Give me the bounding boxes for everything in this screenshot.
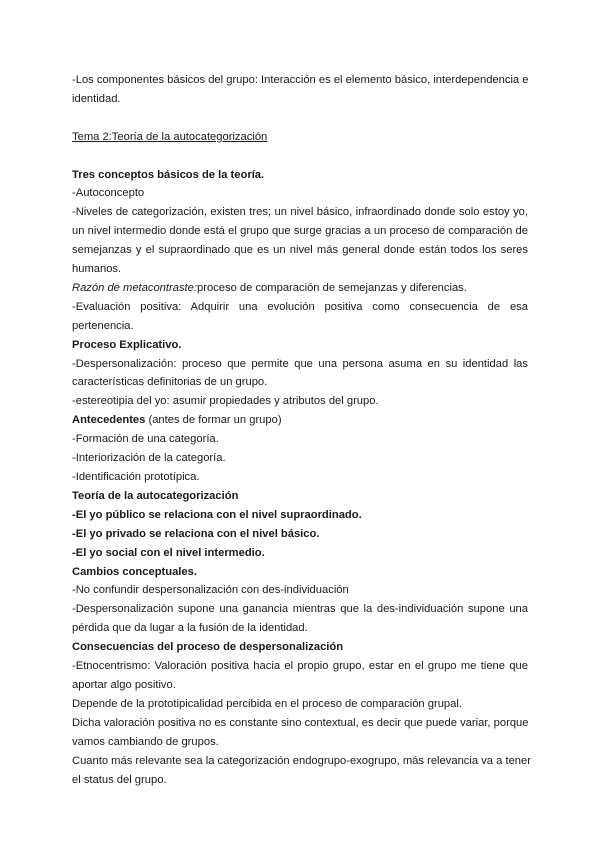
- list-item: -estereotipia del yo: asumir propiedades y atributos del grupo.: [72, 395, 379, 408]
- section-heading-note: (antes de formar un grupo): [145, 414, 282, 427]
- paragraph-line: -Etnocentrismo: Valoración positiva hacia el propio grupo, estar en el grupo me tiene que: [72, 660, 528, 673]
- paragraph-line: Dicha valoración positiva no es constante sino contextual, es decir que puede variar, porque: [72, 716, 529, 729]
- paragraph-line: -Niveles de categorización, existen tres; un nivel básico, infraordinado donde solo estoy yo,: [72, 206, 528, 219]
- list-item: -No confundir despersonalización con des-individuación: [72, 584, 349, 597]
- paragraph-line: Cuanto más relevante sea la categorización endogrupo-exogrupo, más relevancia va a tener: [72, 754, 531, 767]
- list-item: -El yo social con el nivel intermedio.: [72, 546, 265, 559]
- paragraph-line: semejanzas y el supraordinado que es un nivel más general donde están todos los seres: [72, 244, 528, 257]
- intro-line-end: identidad.: [72, 92, 121, 105]
- paragraph-line: Depende de la prototipicalidad percibida en el proceso de comparación grupal.: [72, 697, 462, 710]
- paragraph-line-end: el status del grupo.: [72, 773, 167, 786]
- list-item: -Interiorización de la categoría.: [72, 452, 226, 465]
- list-item: -Identificación prototípica.: [72, 471, 200, 483]
- paragraph-line: -Evaluación positiva: Adquirir una evolución positiva como consecuencia de esa: [72, 300, 528, 313]
- paragraph-line-end: vamos cambiando de grupos.: [72, 735, 219, 748]
- paragraph-line-end: humanos.: [72, 263, 122, 276]
- intro-line: -Los componentes básicos del grupo: Interacción es el elemento básico, interdependencia e: [72, 74, 529, 86]
- ratio-line: [72, 279, 528, 298]
- list-item: -Autoconcepto: [72, 187, 145, 200]
- ratio-term: Razón de metacontraste:: [72, 281, 197, 294]
- section-heading: Antecedentes: [72, 414, 146, 427]
- paragraph-line-end: pérdida que da lugar a la fusión de la identidad.: [72, 622, 308, 635]
- list-item: -El yo público se relaciona con el nivel supraordinado.: [72, 508, 362, 521]
- list-item: -Formación de una categoría.: [72, 433, 219, 446]
- paragraph-line-end: aportar algo positivo.: [72, 678, 176, 691]
- paragraph-line: -Despersonalización supone una ganancia mientras que la des-individuación supone una: [72, 603, 528, 616]
- paragraph-line: -Despersonalización: proceso que permite que una persona asuma en su identidad las: [72, 357, 528, 370]
- paragraph-line-end: características definitorias de un grupo.: [72, 376, 268, 389]
- paragraph-line-end: pertenencia.: [72, 319, 134, 332]
- section-heading: Consecuencias del proceso de despersonalización: [72, 641, 344, 654]
- spacer: [72, 109, 528, 128]
- section-heading: Tres conceptos básicos de la teoría.: [72, 168, 265, 181]
- ratio-definition: proceso de comparación de semejanzas y diferencias.: [197, 281, 467, 294]
- paragraph-line: un nivel intermedio donde está el grupo que surge gracias a un proceso de comparación de: [72, 225, 528, 238]
- spacer: [72, 147, 528, 166]
- section-heading: Teoría de la autocategorización: [72, 489, 239, 502]
- list-item: -El yo privado se relaciona con el nivel básico.: [72, 527, 320, 540]
- section-heading: Proceso Explicativo.: [72, 338, 182, 351]
- section-heading-line: [72, 411, 528, 430]
- topic-heading: Tema 2:Teoría de la autocategorización: [72, 130, 268, 143]
- section-heading: Cambios conceptuales.: [72, 565, 197, 578]
